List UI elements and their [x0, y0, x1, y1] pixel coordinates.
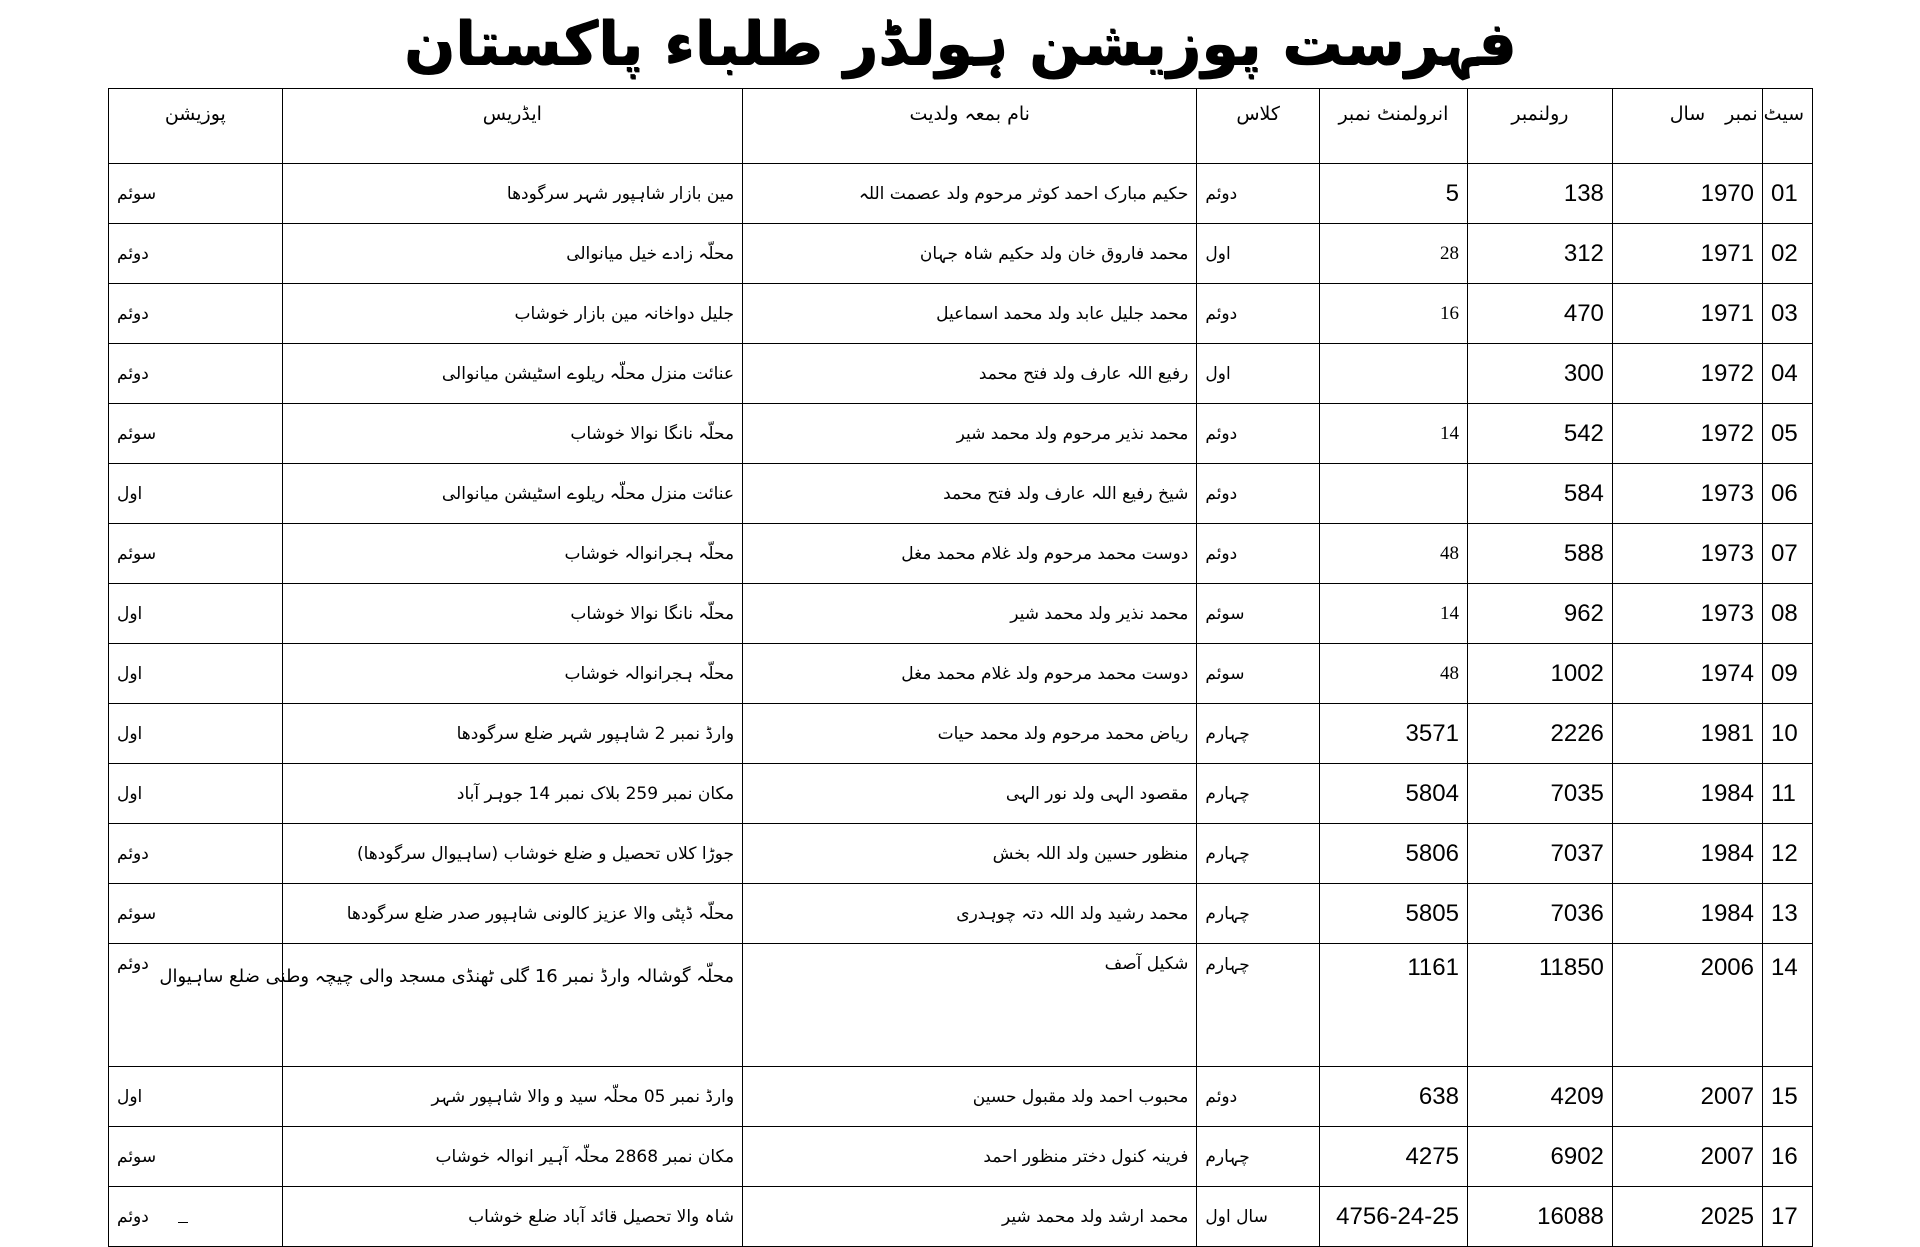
cell-roll: 6902 — [1467, 1127, 1612, 1187]
cell-address: مکان نمبر 2868 محلّہ آہیر انوالہ خوشاب — [282, 1127, 742, 1187]
cell-enrolment: 638 — [1319, 1067, 1467, 1127]
cell-address: محلّہ زادے خیل میانوالی — [282, 224, 742, 284]
cell-position: دوئم — [109, 944, 283, 1067]
cell-roll: 7035 — [1467, 764, 1612, 824]
cell-address: وارڈ نمبر 05 محلّہ سید و والا شاہپور شہر — [282, 1067, 742, 1127]
cell-position: سوئم — [109, 404, 283, 464]
cell-name: مقصود الہی ولد نور الہی — [743, 764, 1197, 824]
cell-seat: 05 — [1762, 404, 1812, 464]
cell-name: فرینہ کنول دختر منظور احمد — [743, 1127, 1197, 1187]
cell-seat: 10 — [1762, 704, 1812, 764]
cell-roll: 7037 — [1467, 824, 1612, 884]
cell-year: 1971 — [1612, 224, 1762, 284]
cell-position: سوئم — [109, 884, 283, 944]
cell-seat: 14 — [1762, 944, 1812, 1067]
table-row — [109, 764, 1813, 824]
cell-position: اول — [109, 1067, 283, 1127]
cell-position: اول — [109, 764, 283, 824]
cell-class: چہارم — [1197, 764, 1320, 824]
table-row — [109, 164, 1813, 224]
table-row — [109, 1127, 1813, 1187]
cell-name: دوست محمد مرحوم ولد غلام محمد مغل — [743, 524, 1197, 584]
cell-seat: 16 — [1762, 1127, 1812, 1187]
table-row — [109, 884, 1813, 944]
cell-name: ریاض محمد مرحوم ولد محمد حیات — [743, 704, 1197, 764]
cell-class: دوئم — [1197, 524, 1320, 584]
cell-seat: 08 — [1762, 584, 1812, 644]
cell-enrolment: 48 — [1319, 644, 1467, 704]
cell-name: محمد رشید ولد اللہ دتہ چوہدری — [743, 884, 1197, 944]
cell-class: دوئم — [1197, 164, 1320, 224]
cell-year: 1973 — [1612, 524, 1762, 584]
cell-enrolment: 28 — [1319, 224, 1467, 284]
cell-enrolment: 4275 — [1319, 1127, 1467, 1187]
table-row — [109, 284, 1813, 344]
cell-enrolment: 5805 — [1319, 884, 1467, 944]
cell-name: رفیع اللہ عارف ولد فتح محمد — [743, 344, 1197, 404]
cell-address: محلّہ ڈپٹی والا عزیز کالونی شاہپور صدر ضلع سرگودھا — [282, 884, 742, 944]
cell-name: محمد فاروق خان ولد حکیم شاہ جہان — [743, 224, 1197, 284]
cell-position: دوئم — [109, 224, 283, 284]
cell-class: دوئم — [1197, 1067, 1320, 1127]
cell-position: اول — [109, 644, 283, 704]
cell-class: چہارم — [1197, 824, 1320, 884]
cell-address: مکان نمبر 259 بلاک نمبر 14 جوہر آباد — [282, 764, 742, 824]
cell-class: چہارم — [1197, 1127, 1320, 1187]
cell-enrolment: 5806 — [1319, 824, 1467, 884]
cell-roll: 962 — [1467, 584, 1612, 644]
cell-roll: 584 — [1467, 464, 1612, 524]
cell-seat: 13 — [1762, 884, 1812, 944]
table-row — [109, 524, 1813, 584]
cell-class: دوئم — [1197, 404, 1320, 464]
header-address: ایڈریس — [282, 89, 742, 164]
cell-seat: 12 — [1762, 824, 1812, 884]
cell-address: محلّہ ہجرانوالہ خوشاب — [282, 644, 742, 704]
cell-address: عنائت منزل محلّہ ریلوے اسٹیشن میانوالی — [282, 344, 742, 404]
cell-position: دوئم — [109, 1187, 283, 1247]
cell-class: اول — [1197, 224, 1320, 284]
cell-address: محلّہ نانگا نوالا خوشاب — [282, 584, 742, 644]
header-position: پوزیشن — [109, 89, 283, 164]
cell-enrolment: 5 — [1319, 164, 1467, 224]
cell-class: چہارم — [1197, 944, 1320, 1067]
header-seat: سیٹ نمبر — [1762, 89, 1812, 164]
cell-seat: 01 — [1762, 164, 1812, 224]
cell-class: سال اول — [1197, 1187, 1320, 1247]
cell-seat: 09 — [1762, 644, 1812, 704]
table-row — [109, 464, 1813, 524]
cell-enrolment: 1161 — [1319, 944, 1467, 1067]
cell-enrolment: 48 — [1319, 524, 1467, 584]
table-row — [109, 1067, 1813, 1127]
cell-name: حکیم مبارک احمد کوثر مرحوم ولد عصمت اللہ — [743, 164, 1197, 224]
cell-roll: 11850 — [1467, 944, 1612, 1067]
cell-enrolment — [1319, 344, 1467, 404]
page-edge-mark — [178, 1222, 188, 1223]
cell-roll: 470 — [1467, 284, 1612, 344]
cell-address: مین بازار شاہپور شہر سرگودھا — [282, 164, 742, 224]
table-row — [109, 224, 1813, 284]
cell-roll: 1002 — [1467, 644, 1612, 704]
cell-seat: 03 — [1762, 284, 1812, 344]
page-title: فہرست پوزیشن ہولڈر طلباء پاکستان — [403, 9, 1517, 79]
cell-seat: 04 — [1762, 344, 1812, 404]
header-year: سال — [1612, 89, 1762, 164]
cell-roll: 16088 — [1467, 1187, 1612, 1247]
cell-enrolment: 16 — [1319, 284, 1467, 344]
cell-seat: 07 — [1762, 524, 1812, 584]
cell-name: محمد ارشد ولد محمد شیر — [743, 1187, 1197, 1247]
cell-class: سوئم — [1197, 644, 1320, 704]
cell-position: دوئم — [109, 284, 283, 344]
cell-enrolment: 14 — [1319, 584, 1467, 644]
cell-position: سوئم — [109, 164, 283, 224]
cell-year: 1970 — [1612, 164, 1762, 224]
cell-address: عنائت منزل محلّہ ریلوے اسٹیشن میانوالی — [282, 464, 742, 524]
cell-year: 2007 — [1612, 1067, 1762, 1127]
cell-roll: 312 — [1467, 224, 1612, 284]
cell-enrolment: 5804 — [1319, 764, 1467, 824]
cell-roll: 4209 — [1467, 1067, 1612, 1127]
cell-year: 1973 — [1612, 464, 1762, 524]
cell-seat: 11 — [1762, 764, 1812, 824]
cell-name: محمد نذیر مرحوم ولد محمد شیر — [743, 404, 1197, 464]
table-row — [109, 344, 1813, 404]
cell-year: 2006 — [1612, 944, 1762, 1067]
cell-seat: 17 — [1762, 1187, 1812, 1247]
cell-enrolment: 4756-24-25 — [1319, 1187, 1467, 1247]
cell-position: سوئم — [109, 524, 283, 584]
header-row — [109, 89, 1813, 164]
cell-enrolment — [1319, 464, 1467, 524]
table-row — [109, 584, 1813, 644]
cell-name: محمد جلیل عابد ولد محمد اسماعیل — [743, 284, 1197, 344]
cell-name: دوست محمد مرحوم ولد غلام محمد مغل — [743, 644, 1197, 704]
cell-name: منظور حسین ولد اللہ بخش — [743, 824, 1197, 884]
cell-seat: 02 — [1762, 224, 1812, 284]
cell-class: چہارم — [1197, 704, 1320, 764]
cell-class: چہارم — [1197, 884, 1320, 944]
cell-enrolment: 3571 — [1319, 704, 1467, 764]
cell-year: 1974 — [1612, 644, 1762, 704]
cell-address: وارڈ نمبر 2 شاہپور شہر ضلع سرگودھا — [282, 704, 742, 764]
cell-year: 1971 — [1612, 284, 1762, 344]
cell-year: 2025 — [1612, 1187, 1762, 1247]
cell-address: جلیل دواخانہ مین بازار خوشاب — [282, 284, 742, 344]
position-holders-table — [108, 88, 1813, 1247]
table-row — [109, 944, 1813, 1067]
table-row — [109, 1187, 1813, 1247]
cell-seat: 15 — [1762, 1067, 1812, 1127]
cell-address: محلّہ ہجرانوالہ خوشاب — [282, 524, 742, 584]
cell-address: جوڑا کلاں تحصیل و ضلع خوشاب (ساہیوال سرگودھا) — [282, 824, 742, 884]
cell-name: محمد نذیر ولد محمد شیر — [743, 584, 1197, 644]
cell-position: اول — [109, 584, 283, 644]
cell-seat: 06 — [1762, 464, 1812, 524]
cell-year: 1972 — [1612, 404, 1762, 464]
cell-position: دوئم — [109, 344, 283, 404]
cell-class: سوئم — [1197, 584, 1320, 644]
cell-name: شکیل آصف — [743, 944, 1197, 1067]
cell-address: محلّہ گوشالہ وارڈ نمبر 16 گلی ٹھنڈی مسجد والی چیچہ وطنی ضلع ساہیوال — [282, 944, 742, 1067]
cell-roll: 588 — [1467, 524, 1612, 584]
cell-class: دوئم — [1197, 464, 1320, 524]
cell-year: 1984 — [1612, 884, 1762, 944]
cell-roll: 542 — [1467, 404, 1612, 464]
cell-year: 1973 — [1612, 584, 1762, 644]
cell-roll: 2226 — [1467, 704, 1612, 764]
cell-position: اول — [109, 464, 283, 524]
cell-address: شاہ والا تحصیل قائد آباد ضلع خوشاب — [282, 1187, 742, 1247]
cell-address: محلّہ نانگا نوالا خوشاب — [282, 404, 742, 464]
cell-position: دوئم — [109, 824, 283, 884]
cell-year: 1972 — [1612, 344, 1762, 404]
cell-name: محبوب احمد ولد مقبول حسین — [743, 1067, 1197, 1127]
cell-year: 1984 — [1612, 764, 1762, 824]
cell-year: 1981 — [1612, 704, 1762, 764]
cell-class: اول — [1197, 344, 1320, 404]
cell-name: شیخ رفیع اللہ عارف ولد فتح محمد — [743, 464, 1197, 524]
cell-position: اول — [109, 704, 283, 764]
cell-year: 2007 — [1612, 1127, 1762, 1187]
cell-roll: 7036 — [1467, 884, 1612, 944]
header-enrolment: انرولمنٹ نمبر — [1319, 89, 1467, 164]
cell-enrolment: 14 — [1319, 404, 1467, 464]
cell-roll: 300 — [1467, 344, 1612, 404]
header-class: کلاس — [1197, 89, 1320, 164]
table-row — [109, 824, 1813, 884]
header-roll: رولنمبر — [1467, 89, 1612, 164]
cell-class: دوئم — [1197, 284, 1320, 344]
table-row — [109, 704, 1813, 764]
header-name: نام بمعہ ولدیت — [743, 89, 1197, 164]
table-row — [109, 404, 1813, 464]
cell-roll: 138 — [1467, 164, 1612, 224]
cell-position: سوئم — [109, 1127, 283, 1187]
table-row — [109, 644, 1813, 704]
cell-year: 1984 — [1612, 824, 1762, 884]
